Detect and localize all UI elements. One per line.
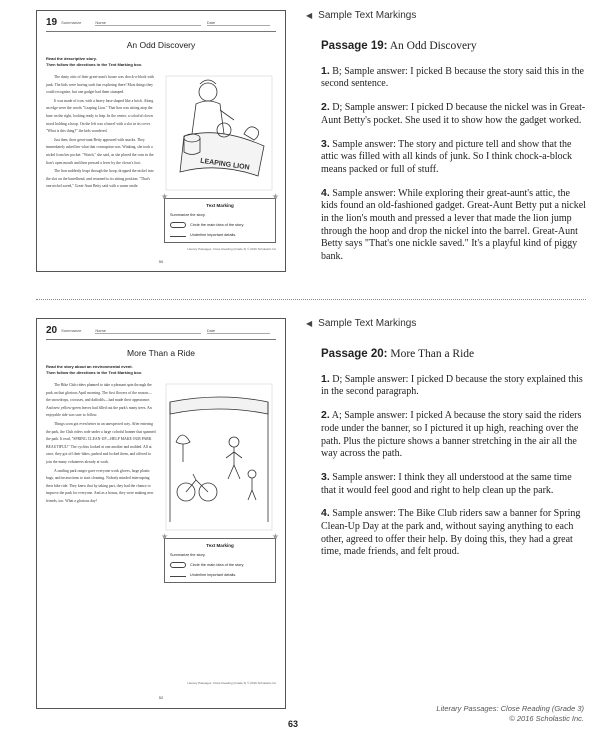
name-line: Name — [95, 20, 200, 26]
passage-number: 19 — [46, 17, 58, 28]
answer-item: 2. D; Sample answer: I picked D because the nickel was in Great-Aunt Betty's pocket. She used it to show how the gadget worked. — [321, 101, 586, 126]
passage-20-worksheet-thumbnail — [36, 318, 286, 709]
answer-item: 3. Sample answer: I think they all understood at the same time that it would feel good and right to help clean up the park. — [321, 470, 572, 496]
sample-text-markings-label: ◀ Sample Text Markings — [306, 10, 417, 21]
left-arrow-icon: ◀ — [306, 11, 313, 20]
worksheet-page-number: 50 — [158, 259, 164, 264]
passage-20-answers — [321, 348, 586, 569]
passage-19-worksheet-thumbnail — [36, 10, 286, 272]
story-paragraph: A smiling park ranger gave everyone work gloves, large plastic bags, and instructions to start cleaning. Nobody minded interrupting their bike ride. They knew that by taking part, they had the chance to improve the park for everyone. And as a bonus, they were making new friends, too. What a glorious day! — [46, 468, 154, 503]
worksheet-credit: Literary Passages: Close Reading (Grade 3) © 2016 Scholastic Inc. — [187, 681, 277, 685]
answer-item: 1. D; Sample answer: I picked D because the story explained this in the second paragraph. — [321, 372, 583, 398]
worksheet-page-number: 52 — [158, 695, 164, 700]
genre-label: Summarize — [61, 20, 82, 25]
answer-item: 3. Sample answer: The story and picture tell and show that the attic was filled with all kinds of junk. So I think chock-a-block means packed or full of stuff. — [321, 137, 573, 175]
answer-item: 2. A; Sample answer: I picked A because the story said the riders rode under the banner, so I pictured it up high, reaching over the path. Plus the picture shows a banner stretching in the air all the way across the path. — [321, 409, 582, 460]
answer-item: 1. B; Sample answer: I picked B because the story said this in the second sentence. — [321, 64, 584, 90]
story-paragraph: The lion suddenly leapt through the hoop, dropped the nickel into the slot on the barrelhead, and returned to its sitting position. "That's one nickel saved," Great-Aunt Betty said with a warm smile. — [46, 169, 154, 189]
left-arrow-icon: ◀ — [306, 319, 313, 328]
illustration-label: LEAPING LION — [199, 157, 250, 172]
star-icon: ★ — [161, 532, 169, 541]
book-title: Literary Passages: Close Reading (Grade 3) — [436, 704, 584, 713]
illustration-leaping-lion-bank — [164, 74, 276, 192]
star-icon: ★ — [271, 532, 279, 541]
answer-item: 4. Sample answer: The Bike Club riders saw a banner for Spring Clean-Up Day at the park and, without saying anything to each other, agreed to offer their help. By doing this, they had a great time, made friends, and felt proud. — [321, 507, 581, 558]
illustration-park-cleanup — [164, 382, 276, 532]
story-paragraph: Things soon got even better in an unexpected way. After entering the park, the Club riders rode under a large colorful banner that spanned the path. It read, "SPRING CLEAN-UP—HELP MAKE OUR PARK BEAUTIFUL!" The cyclists looked at one another and nodded. All at once, they got off their bikes, parked and locked them, and offered to join the many volunteers already at work. — [46, 421, 156, 464]
worksheet-credit: Literary Passages: Close Reading (Grade 3) © 2016 Scholastic Inc. — [187, 247, 277, 251]
name-line: Name — [95, 328, 200, 334]
genre-label: Summarize — [61, 328, 82, 333]
date-line: Date — [207, 328, 270, 334]
story-text — [46, 382, 156, 583]
worksheet-title: An Odd Discovery — [126, 40, 196, 50]
worksheet-header — [46, 17, 276, 32]
sample-text-markings-label: ◀ Sample Text Markings — [306, 318, 417, 329]
worksheet-title: More Than a Ride — [127, 348, 195, 358]
worksheet-header — [46, 325, 276, 340]
star-icon: ★ — [161, 192, 169, 201]
section-divider — [36, 299, 586, 300]
text-marking-box: ★ ★ Text Marking Summarize the story. Circle the main idea of the story. Underline important details. — [164, 198, 276, 243]
passage-number: 20 — [46, 325, 58, 336]
answer-heading: Passage 20: More Than a Ride — [321, 348, 475, 360]
underline-symbol — [170, 573, 186, 577]
date-line: Date — [207, 20, 270, 26]
circle-symbol — [170, 222, 186, 228]
page-number: 63 — [288, 719, 299, 729]
story-paragraph: It was made of iron, with a heavy base shaped like a brick. Along an edge were the words "Leaping Lion." That lion was sitting atop the base on the right, looking ready to leap. In the center, a colorful clown stood holding a hoop. On the left was a barrel with a slot in its cover. "What is this thing?" the kids wondered. — [46, 98, 154, 134]
copyright: © 2016 Scholastic Inc. — [509, 714, 584, 723]
text-marking-box: ★ ★ Text Marking Summarize the story. Circle the main idea of the story. Underline important details. — [164, 538, 276, 583]
answer-heading: Passage 19: An Odd Discovery — [321, 40, 477, 52]
story-paragraph: Just then, their great-aunt Betty appeared with snacks. They immediately asked her what that contraption was. Winking, she took a nickel from her pocket. "Watch," she said, as she placed the coin in the lion's open mouth and then pressed a lever by the clown's foot. — [46, 137, 154, 165]
star-icon: ★ — [271, 192, 279, 201]
underline-symbol — [170, 233, 186, 237]
story-paragraph: The dusty attic of their great-aunt's house was chock-a-block with junk. The kids were having such fun exploring there! Most things they could recognize, but one gadget had them stumped. — [46, 75, 155, 95]
passage-19-answers — [321, 40, 586, 274]
circle-symbol — [170, 562, 186, 568]
story-text — [46, 74, 156, 243]
story-paragraph: The Bike Club riders planned to take a pleasant spin through the park on that glorious April morning. The first flowers of the season—the snowdrops, crocuses, and daffodils—had made their appearance. And new yellow-green leaves had filled out the park's many trees. An enjoyable ride was sure to follow. — [46, 383, 152, 418]
worksheet-directions: Read the story about an environmental event. Then follow the directions in the Text Marking box. — [46, 364, 143, 375]
book-footer — [436, 704, 584, 724]
answer-item: 4. Sample answer: While exploring their great-aunt's attic, the kids found an old-fashioned gadget. Great-Aunt Betty put a nickel in the lion's mouth and pressed a lever that made the lion jump through the hoop and drop the nickel into the barrel. Great-Aunt Betty says "That's one nickle saved." It's a playful kind of piggy bank. — [321, 186, 586, 263]
worksheet-directions: Read the descriptive story. Then follow the directions in the Text Marking box. — [46, 56, 143, 67]
